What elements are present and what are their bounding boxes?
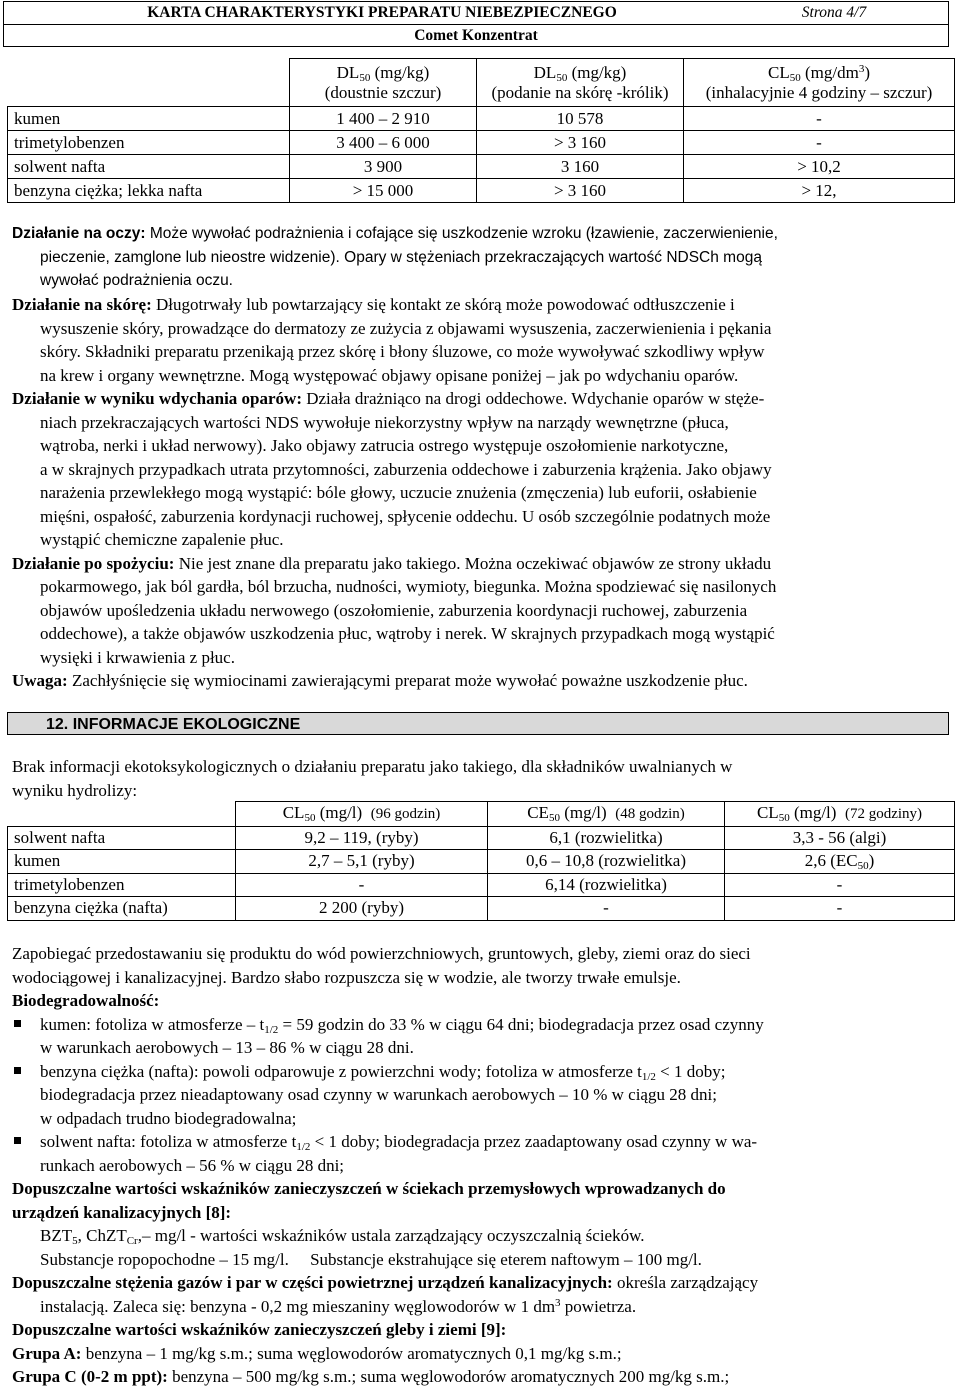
eyes-label: Działanie na oczy: <box>12 225 146 242</box>
eco-col-header: $CE_{50}$ (mg/l) (48 godzin) <box>488 802 725 827</box>
page-number: Strona 4/7 <box>801 4 867 21</box>
table-cell: > 15 000 <box>290 179 477 203</box>
eyes-effect-paragraph: Działanie na oczy: Może wywołać podrażnienia i cofające się uszkodzenie wzroku (łzawienie, zaczerwienienie, pieczenie, zamglone lub nieostre widzenie). Opary w stężeniach przekraczających wartość NDSCh mogą wywołać podrażnienia oczu. <box>12 225 778 289</box>
table-cell: 3 900 <box>290 155 477 179</box>
ingestion-label: Działanie po spożyciu: <box>12 553 175 573</box>
row-name: kumen <box>8 107 290 131</box>
tox-col-header: $DL_{50}$ (mg/kg) (doustnie szczur) <box>290 59 477 107</box>
table-cell: > 10,2 <box>684 155 955 179</box>
group-c-label: Grupa C (0-2 m ppt): <box>12 1367 168 1386</box>
bullet-icon <box>14 1067 21 1074</box>
table-cell: > 12, <box>684 179 955 203</box>
table-row <box>8 179 955 203</box>
wastewater-heading: Dopuszczalne wartości wskaźników zanieczyszczeń w ściekach przemysłowych wprowadzanych do <box>12 1179 726 1198</box>
table-cell: 3 400 – 6 000 <box>290 131 477 155</box>
table-row <box>8 873 955 897</box>
table-row <box>8 850 955 874</box>
table-cell: - <box>725 873 955 897</box>
table-cell: 10 578 <box>477 107 684 131</box>
table-row <box>8 897 955 921</box>
table-row <box>8 826 955 850</box>
table-header-blank <box>8 802 236 827</box>
table-row <box>8 155 955 179</box>
bullet-icon <box>14 1137 21 1144</box>
table-cell: 3 160 <box>477 155 684 179</box>
health-effects-text: Działanie na skórę: Długotrwały lub powtarzający się kontakt ze skórą może powodować odtłuszczenie i wysuszenie skóry, prowadzące do dermatozy ze zużycia z objawami wysuszenia, zaczerwienienia i pękania skóry. Składniki preparatu przenikają przez skórę i błony śluzowe, co może wywoływać szkodliwy wpływ na krew i organy wewnętrzne. Mogą występować objawy opisane poniżej – jak po wdychaniu oparów. Działanie w wyniku wdychania oparów: Działa drażniąco na drogi oddechowe. Wdychanie oparów w stęże- niach przekraczających wartości NDS wywołuje niekorzystny wpływ na narządy wewnętrzne (płuca, wątroba, nerki i układ nerwowy). Jako objawy zatrucia ostrego występuje oszołomienie narkotyczne, a w skrajnych przypadkach utrata przytomności, zaburzenia oddechowe i zaburzenia krążenia. Jako objawy narażenia przewlekłego mogą wystąpić: bóle głowy, uczucie znużenia (zmęczenia) lub euforii, osłabienie mięśni, ospałość, zaburzenia kordynacji ruchowej, spłycenie oddechu. U osób szczególnie podatnych może wystąpić chemiczne zapalenie płuc. Działanie po spożyciu: Nie jest znane dla preparatu jako takiego. Można oczekiwać objawów ze strony układu pokarmowego, jak ból gardła, ból brzucha, nudności, wymioty, biegunka. Można spodziewać się nasilonych objawów upośledzenia układu nerwowego (oszołomienie, zaburzenia koordynacji ruchowej, zaburzenia oddechowe), a także objawów uszkodzenia płuc, wątroby i nerek. W skrajnych przypadkach mogą wystąpić wysięki i krwawienia z płuc. Uwaga: Zachłyśnięcie się wymiocinami zawierającymi preparat może wywołać poważne uszkodzenie płuc. <box>12 295 777 690</box>
table-row <box>8 131 955 155</box>
table-header-blank <box>8 59 290 107</box>
table-cell: 0,6 – 10,8 (rozwielitka) <box>488 850 725 874</box>
table-cell: 2,6 $(EC_{50})$ <box>725 850 955 874</box>
table-cell: 1 400 – 2 910 <box>290 107 477 131</box>
header-row <box>4 2 948 25</box>
toxicity-table <box>7 58 955 203</box>
bullet-icon <box>14 1020 21 1027</box>
biodegradability-label: Biodegradowalność: <box>12 991 160 1010</box>
note-label: Uwaga: <box>12 671 68 690</box>
inhalation-label: Działanie w wyniku wdychania oparów: <box>12 389 302 408</box>
table-header-row <box>8 802 955 827</box>
section-heading: 12. INFORMACJE EKOLOGICZNE <box>7 712 949 735</box>
table-cell: - <box>488 897 725 921</box>
row-name: trimetylobenzen <box>8 131 290 155</box>
table-cell: > 3 160 <box>477 131 684 155</box>
table-cell: 3,3 - 56 (algi) <box>725 826 955 850</box>
table-cell: - <box>236 873 488 897</box>
table-cell: - <box>684 107 955 131</box>
list-item: benzyna ciężka (nafta): powoli odparowuje z powierzchni wody; fotoliza w atmosferze $t_{1/2} < 1$ doby; biodegradacja przez nieadaptowany osad czynny w warunkach aerobowych – 10 % w ciągu 28 dni; w odpadach trudno biodegradowalna; <box>12 1060 947 1131</box>
eco-col-header: $CL_{50}$ (mg/l) (72 godziny) <box>725 802 955 827</box>
ecology-intro: Brak informacji ekotoksykologicznych o działaniu preparatu jako takiego, dla składników uwalnianych w wyniku hydrolizy: <box>12 757 733 800</box>
row-name: solwent nafta <box>8 155 290 179</box>
skin-label: Działanie na skórę: <box>12 295 152 314</box>
gas-limits-heading: Dopuszczalne stężenia gazów i par w części powietrznej urządzeń kanalizacyjnych: <box>12 1273 613 1292</box>
tox-col-header: $DL_{50}$ (mg/kg) (podanie na skórę -królik) <box>477 59 684 107</box>
row-name: benzyna ciężka (nafta) <box>8 897 236 921</box>
table-cell: - <box>725 897 955 921</box>
table-cell: > 3 160 <box>477 179 684 203</box>
ecotoxicity-table <box>7 801 955 921</box>
group-a-label: Grupa A: <box>12 1343 82 1363</box>
table-cell: 6,1 (rozwielitka) <box>488 826 725 850</box>
table-cell: 9,2 – 119, (ryby) <box>236 826 488 850</box>
table-header-row <box>8 59 955 107</box>
document-title: KARTA CHARAKTERYSTYKI PREPARATU NIEBEZPIECZNEGO <box>147 4 617 21</box>
table-row <box>8 107 955 131</box>
table-cell: 6,14 (rozwielitka) <box>488 873 725 897</box>
tox-col-header: $CL_{50}$ $(mg/dm^3)$ (inhalacyjnie 4 godziny – szczur) <box>684 59 955 107</box>
row-name: solwent nafta <box>8 826 236 850</box>
list-item: kumen: fotoliza w atmosferze – $t_{1/2} = 59$ godzin do 33 % w ciągu 64 dni; biodegradacja przez osad czynny w warunkach aerobowych – 13 – 86 % w ciągu 28 dni. <box>12 1013 947 1060</box>
row-name: benzyna ciężka; lekka nafta <box>8 179 290 203</box>
soil-limits-heading: Dopuszczalne wartości wskaźników zanieczyszczeń gleby i ziemi [9]: <box>12 1320 507 1339</box>
document-header <box>3 1 949 47</box>
row-name: trimetylobenzen <box>8 873 236 897</box>
table-cell: 2,7 – 5,1 (ryby) <box>236 850 488 874</box>
row-name: kumen <box>8 850 236 874</box>
table-cell: - <box>684 131 955 155</box>
list-item: solwent nafta: fotoliza w atmosferze $t_{1/2} < 1$ doby; biodegradacja przez zaadaptowany osad czynny w wa- runkach aerobowych – 56 % w ciągu 28 dni; <box>12 1130 947 1177</box>
product-name: Comet Konzentrat <box>414 27 538 44</box>
table-cell: 2 200 (ryby) <box>236 897 488 921</box>
eco-col-header: $CL_{50}$ (mg/l) (96 godzin) <box>236 802 488 827</box>
ecology-details: Zapobiegać przedostawaniu się produktu do wód powierzchniowych, gruntowych, gleby, ziemi oraz do sieci wodociągowej i kanalizacyjnej. Bardzo słabo rozpuszcza się w wodzie, ale tworzy trwałe emulsje. Biodegradowalność: kumen: fotoliza w atmosferze – $t_{1/2} = 59$ godzin do 33 % w ciągu 64 dni; biodegradacja przez osad czynny w warunkach aerobowych – 13 – 86 % w ciągu 28 dni. benzyna ciężka (nafta): powoli odparowuje z powierzchni wody; fotoliza w atmosferze $t_{1/2} < 1$ doby; biodegradacja przez nieadaptowany osad czynny w warunkach aerobowych – 10 % w ciągu 28 dni; w odpadach trudno biodegradowalna; solwent nafta: fotoliza w atmosferze $t_{1/2} < 1$ doby; biodegradacja przez zaadaptowany osad czynny w wa- runkach aerobowych – 56 % w ciągu 28 dni; Dopuszczalne wartości wskaźników zanieczyszczeń w ściekach przemysłowych wprowadzanych do urządzeń kanalizacyjnych [8]: $BZT_5$, ChZT$_{Cr}$,– mg/l - wartości wskaźników ustala zarządzający oczyszczalnią ścieków. Substancje ropopochodne – 15 mg/l. Substancje ekstrahujące się eterem naftowym – 100 mg/l. Dopuszczalne stężenia gazów i par w części powietrznej urządzeń kanalizacyjnych: określa zarządzający instalacją. Zaleca się: benzyna - 0,2 mg mieszaniny węglowodorów w 1 $dm^3$ powietrza. Dopuszczalne wartości wskaźników zanieczyszczeń gleby i ziemi [9]: Grupa A: benzyna – 1 mg/kg s.m.; suma węglowodorów aromatycznych 0,1 mg/kg s.m.; Grupa C (0-2 m ppt): benzyna – 500 mg/kg s.m.; suma węglowodorów aromatycznych 200 mg/kg s.m.; <box>12 942 947 1389</box>
